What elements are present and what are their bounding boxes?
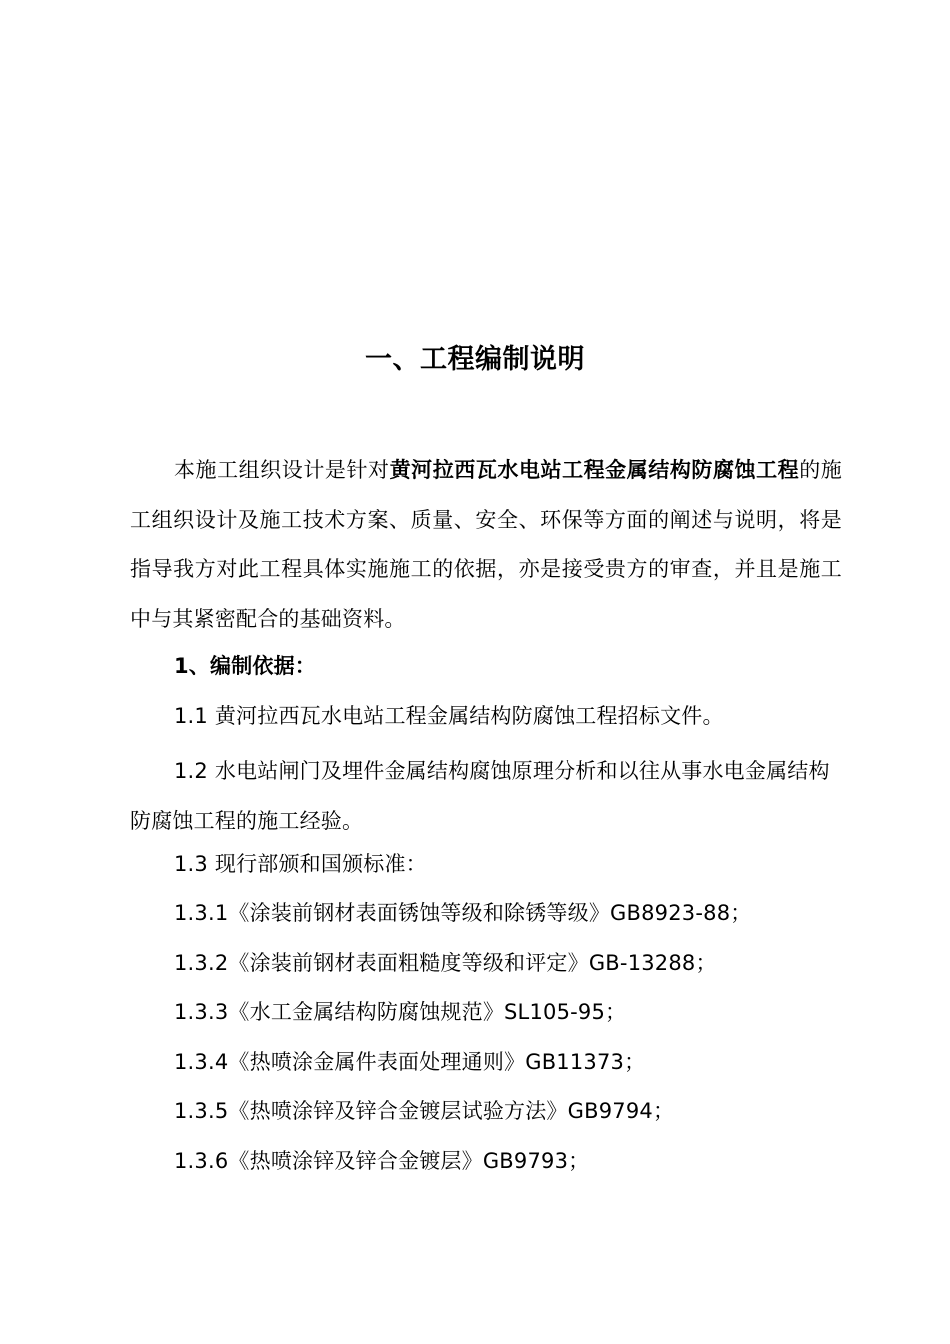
standard-item-1-3-6: 1.3.6《热喷涂锌及锌合金镀层》GB9793；: [174, 1149, 590, 1173]
standard-item-1-3-3: 1.3.3《水工金属结构防腐蚀规范》SL105-95；: [174, 1000, 627, 1024]
standard-item-1-3-2: 1.3.2《涂装前钢材表面粗糙度等级和评定》GB-13288；: [174, 951, 717, 975]
basis-item-1-3: 1.3 现行部颁和国颁标准：: [174, 852, 427, 876]
intro-lead: 本施工组织设计是针对: [174, 458, 390, 482]
standard-item-1-3-5: 1.3.5《热喷涂锌及锌合金镀层试验方法》GB9794；: [174, 1099, 675, 1123]
standard-item-1-3-1: 1.3.1《涂装前钢材表面锈蚀等级和除锈等级》GB8923-88；: [174, 901, 752, 925]
basis-item-1-1: 1.1 黄河拉西瓦水电站工程金属结构防腐蚀工程招标文件。: [174, 704, 724, 728]
section-heading: 1、编制依据：: [174, 654, 317, 678]
project-name: 黄河拉西瓦水电站工程金属结构防腐蚀工程: [389, 458, 800, 482]
basis-item-1-2: 1.2 水电站闸门及埋件金属结构腐蚀原理分析和以往从事水电金属结构防腐蚀工程的施工经验。: [130, 759, 830, 833]
standard-item-1-3-4: 1.3.4《热喷涂金属件表面处理通则》GB11373；: [174, 1050, 646, 1074]
intro-paragraph: [130, 446, 842, 644]
page-title: 一、工程编制说明: [365, 344, 585, 375]
intro-rest: 的施工组织设计及施工技术方案、质量、安全、环保等方面的阐述与说明，将是指导我方对此工程具体实施施工的依据，亦是接受贵方的审查，并且是施工中与其紧密配合的基础资料。: [130, 458, 842, 631]
